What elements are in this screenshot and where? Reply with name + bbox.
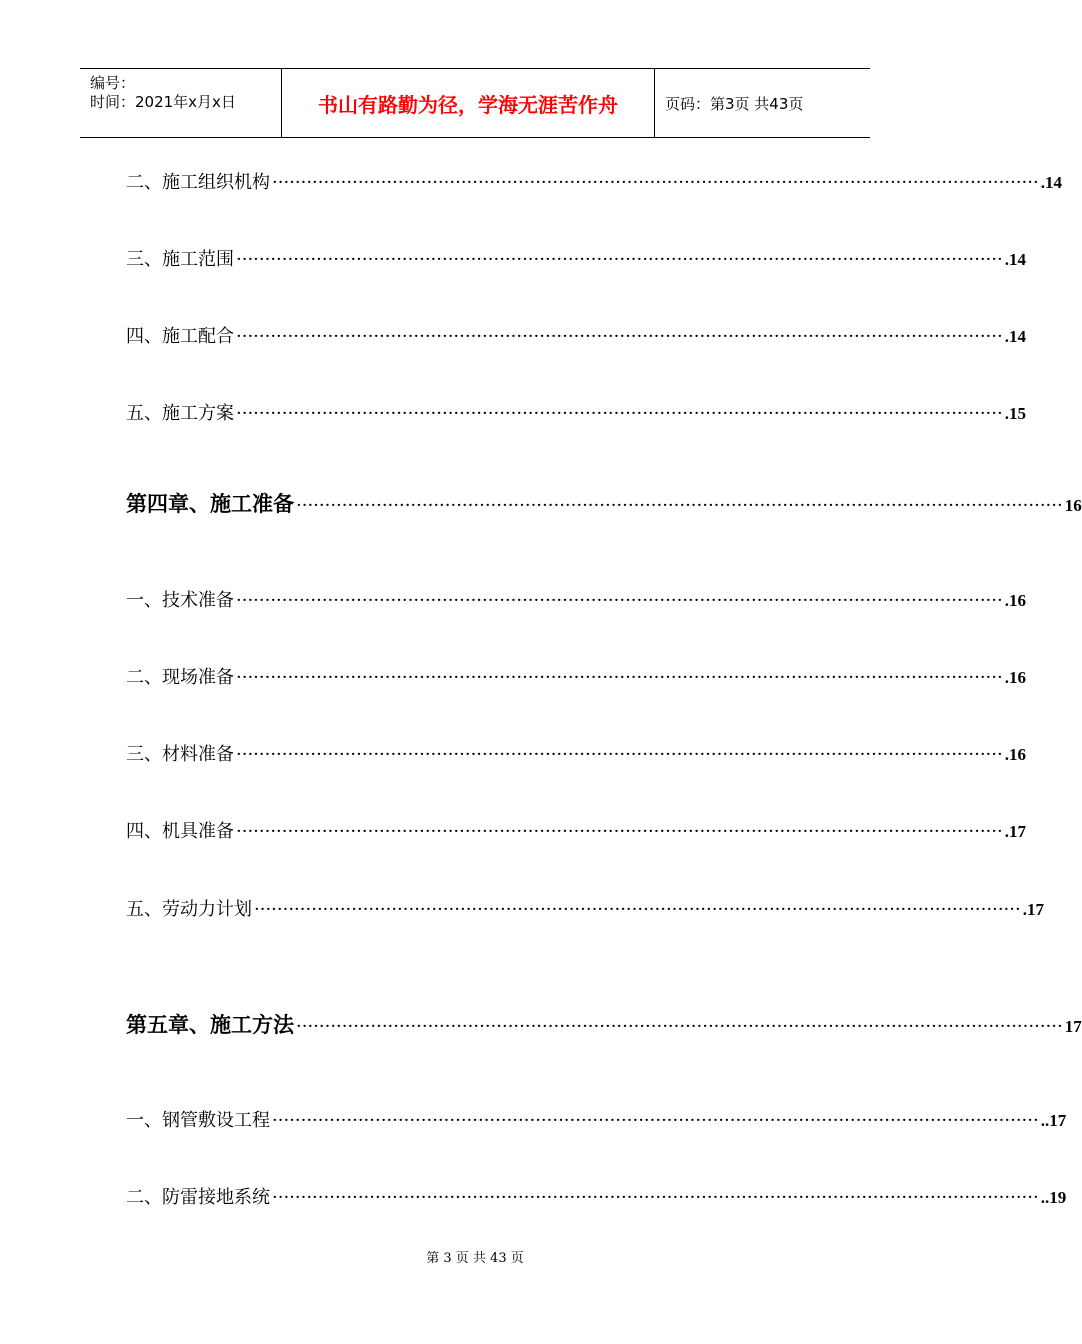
toc-entry-title: 二、现场准备 bbox=[126, 667, 234, 688]
toc-leader-dots: ······································································································································ bbox=[236, 744, 1003, 765]
toc-leader-dots: ······································································································································ bbox=[296, 495, 1063, 516]
toc-entry-title: 一、钢管敷设工程 bbox=[126, 1110, 270, 1131]
toc-entry[interactable] bbox=[126, 895, 1044, 921]
toc-entry-title: 四、施工配合 bbox=[126, 326, 234, 347]
toc-entry-page: .16 bbox=[1004, 745, 1026, 764]
toc-entry-page: 16 bbox=[1064, 496, 1082, 515]
toc-entry-page: .17 bbox=[1022, 900, 1044, 919]
toc-entry[interactable] bbox=[126, 399, 1026, 425]
toc-leader-dots: ······································································································································ bbox=[236, 821, 1003, 842]
toc-entry-title: 五、劳动力计划 bbox=[126, 899, 252, 920]
toc-entry-title: 三、材料准备 bbox=[126, 744, 234, 765]
toc-leader-dots: ······································································································································ bbox=[236, 326, 1003, 347]
toc-entry[interactable] bbox=[126, 322, 1026, 348]
toc-entry[interactable] bbox=[126, 1106, 1067, 1132]
toc-leader-dots: ······································································································································ bbox=[236, 403, 1003, 424]
toc-entry[interactable] bbox=[126, 586, 1026, 612]
toc-leader-dots: ······································································································································ bbox=[296, 1016, 1063, 1037]
toc-entry-page: ..19 bbox=[1040, 1188, 1067, 1207]
toc-chapter-title: 第五章、施工方法 bbox=[126, 1013, 294, 1037]
toc-leader-dots: ······································································································································ bbox=[236, 590, 1003, 611]
toc-leader-dots: ······································································································································ bbox=[272, 1110, 1039, 1131]
toc-leader-dots: ······································································································································ bbox=[254, 899, 1021, 920]
toc-leader-dots: ······································································································································ bbox=[236, 667, 1003, 688]
header-meta-cell bbox=[80, 69, 282, 137]
toc-entry-title: 二、防雷接地系统 bbox=[126, 1187, 270, 1208]
toc-leader-dots: ······································································································································ bbox=[272, 172, 1039, 193]
header-page-info: 页码：第3页 共43页 bbox=[665, 94, 804, 113]
page-footer: 第 3 页 共 43 页 bbox=[426, 1251, 524, 1266]
header-motto-cell bbox=[282, 69, 655, 137]
toc-entry-title: 五、施工方案 bbox=[126, 403, 234, 424]
toc-entry[interactable] bbox=[126, 168, 1062, 194]
toc-entry[interactable] bbox=[126, 663, 1026, 689]
toc-leader-dots: ······································································································································ bbox=[236, 249, 1003, 270]
toc-entry-page: .14 bbox=[1004, 250, 1026, 269]
toc-entry-page: ..17 bbox=[1040, 1111, 1067, 1130]
toc-entry-page: 17 bbox=[1064, 1017, 1082, 1036]
toc-entry[interactable] bbox=[126, 1183, 1067, 1209]
toc-entry[interactable] bbox=[126, 817, 1026, 843]
toc-chapter-entry[interactable] bbox=[126, 1009, 1082, 1039]
header-motto: 书山有路勤为径，学海无涯苦作舟 bbox=[318, 92, 618, 117]
toc-entry-title: 一、技术准备 bbox=[126, 590, 234, 611]
toc-entry-page: .17 bbox=[1004, 822, 1026, 841]
toc-entry[interactable] bbox=[126, 740, 1026, 766]
document-number-label: 编号： bbox=[90, 74, 136, 92]
toc-entry-page: .15 bbox=[1004, 404, 1026, 423]
toc-entry-page: .16 bbox=[1004, 668, 1026, 687]
toc-chapter-title: 第四章、施工准备 bbox=[126, 492, 294, 516]
toc-entry-page: .14 bbox=[1040, 173, 1062, 192]
toc-chapter-entry[interactable] bbox=[126, 488, 1082, 518]
document-header bbox=[80, 68, 870, 138]
toc-entry-title: 四、机具准备 bbox=[126, 821, 234, 842]
toc-leader-dots: ······································································································································ bbox=[272, 1187, 1039, 1208]
toc-entry[interactable] bbox=[126, 245, 1026, 271]
toc-entry-page: .14 bbox=[1004, 327, 1026, 346]
toc-entry-title: 二、施工组织机构 bbox=[126, 172, 270, 193]
toc-entry-title: 三、施工范围 bbox=[126, 249, 234, 270]
document-time-label: 时间：2021年x月x日 bbox=[90, 93, 236, 111]
toc-entry-page: .16 bbox=[1004, 591, 1026, 610]
